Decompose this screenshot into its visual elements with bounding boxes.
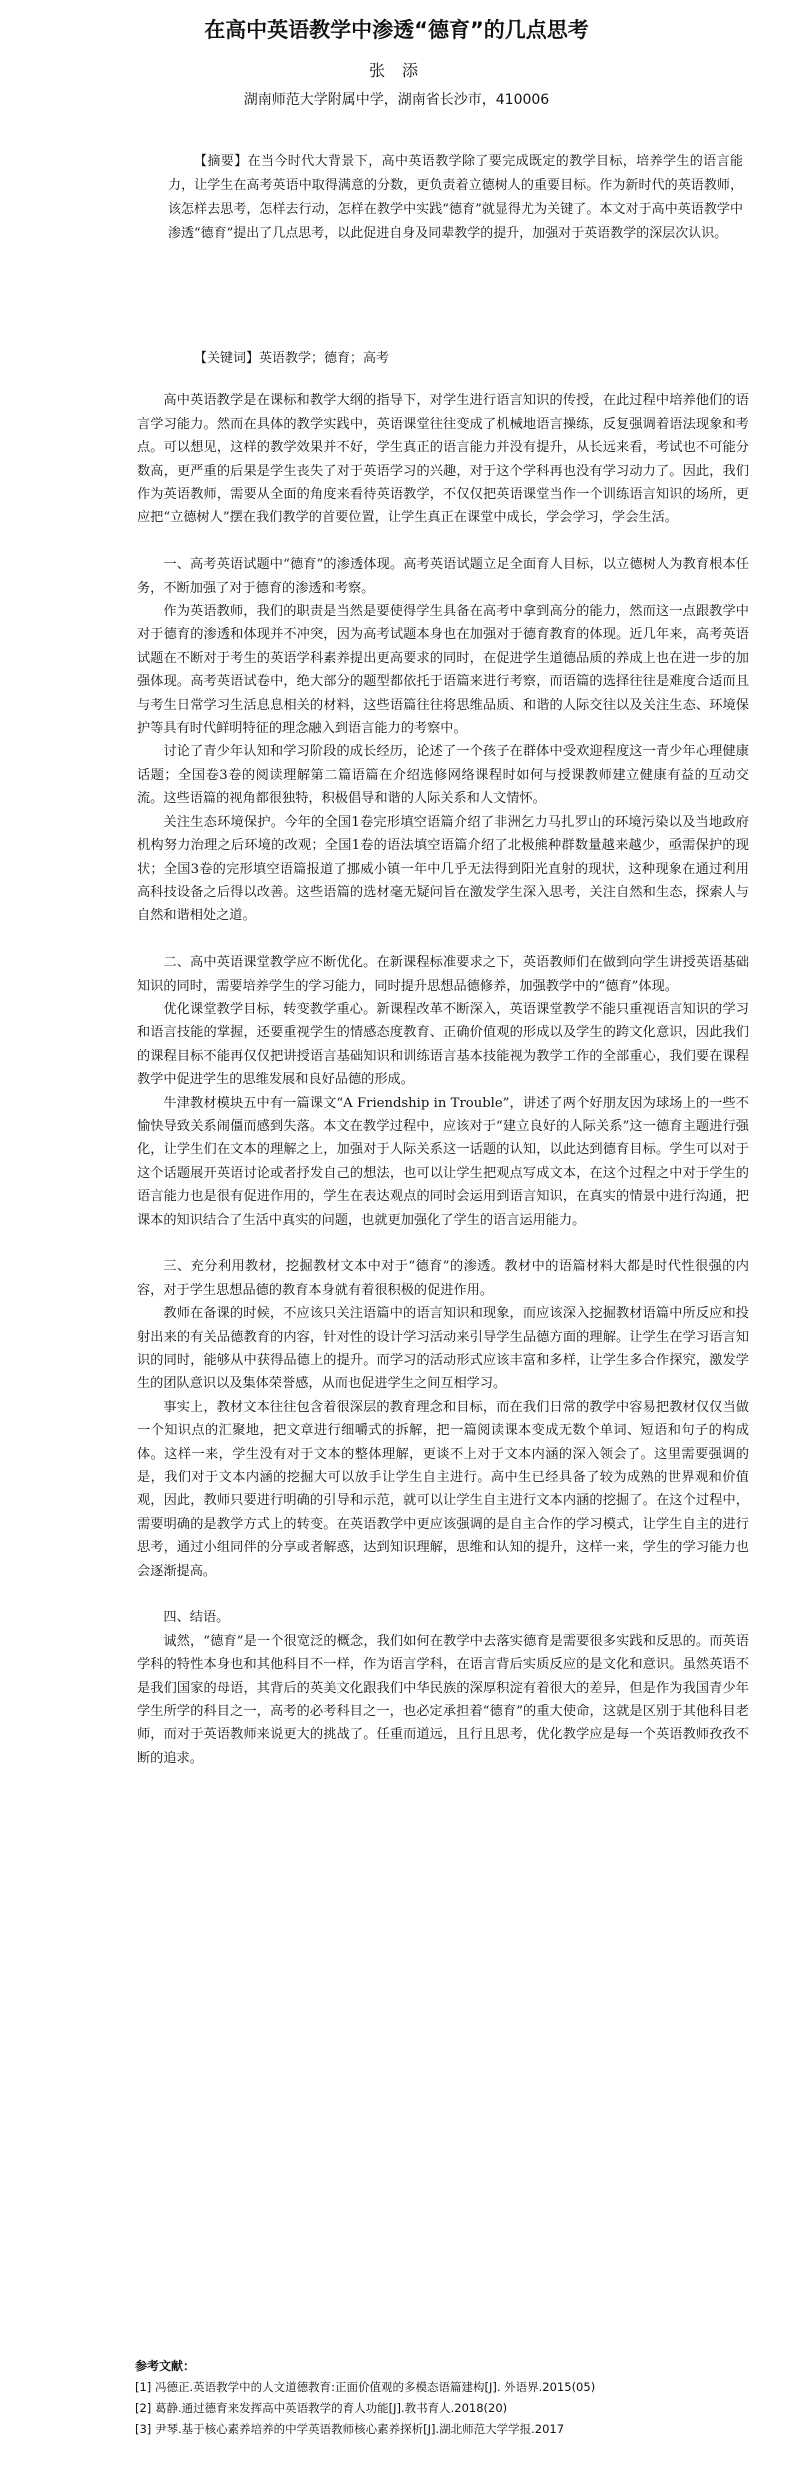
body-paragraph: 作为英语教师，我们的职责是当然是要使得学生具备在高考中拿到高分的能力，然而这一点跟教学中对于德育的渗透和体现并不冲突，因为高考试题本身也在加强对于德育教育的体现。近几年来，高考英语试题在不断对于考生的英语学科素养提出更高要求的同时，在促进学生道德品质的养成上也在进一步的加强体现。高考英语试卷中，绝大部分的题型都依托于语篇来进行考察，而语篇的选择往往是难度合适而且与考生日常学习生活息息相关的材料，这些语篇往往将思维品质、和谐的人际交往以及关注生态、环境保护等具有时代鲜明特征的理念融入到语言能力的考察中。: [137, 604, 749, 737]
article-body: [137, 366, 749, 1770]
author-affiliation: 湖南师范大学附属中学，湖南省长沙市，410006: [243, 92, 550, 108]
keywords-label: 【关键词】: [194, 351, 260, 366]
references-section: [135, 2356, 750, 2440]
section-three-heading-paragraph: 三、充分利用教材，挖掘教材文本中对于“德育”的渗透。教材中的语篇材料大都是时代性很强的内容，对于学生思想品德的教育本身就有着很积极的促进作用。: [137, 1259, 749, 1298]
body-paragraph: 讨论了青少年认知和学习阶段的成长经历，论述了一个孩子在群体中受欢迎程度这一青少年心理健康话题；全国卷3卷的阅读理解第二篇语篇在介绍选修网络课程时如何与授课教师建立健康有益的互动交流。这些语篇的视角都很独特，积极倡导和谐的人际关系和人文情怀。: [137, 744, 749, 807]
section-two-heading-paragraph: 二、高中英语课堂教学应不断优化。在新课程标准要求之下，英语教师们在做到向学生讲授英语基础知识的同时，需要培养学生的学习能力，同时提升思想品德修养，加强教学中的“德育”体现。: [137, 955, 749, 994]
body-paragraph: 事实上，教材文本往往包含着很深层的教育理念和目标，而在我们日常的教学中容易把教材仅仅当做一个知识点的汇聚地，把文章进行细嚼式的拆解，把一篇阅读课本变成无数个单词、短语和句子的构成体。这样一来，学生没有对于文本的整体理解，更谈不上对于文本内涵的深入领会了。这里需要强调的是，我们对于文本内涵的挖掘大可以放手让学生自主进行。高中生已经具备了较为成熟的世界观和价值观，因此，教师只要进行明确的引导和示范，就可以让学生自主进行文本内涵的挖掘了。在这个过程中，需要明确的是教学方式上的转变。在英语教学中更应该强调的是自主合作的学习模式，让学生自主的进行思考，通过小组同伴的分享或者解惑，达到知识理解，思维和认知的提升，这样一来，学生的学习能力也会逐渐提高。: [137, 1399, 749, 1579]
section-four-heading: 四、结语。: [163, 1610, 230, 1626]
keywords-text: 英语教学；德育；高考: [259, 351, 390, 366]
abstract-text: 在当今时代大背景下，高中英语教学除了要完成既定的教学目标，培养学生的语言能力，让学生在高考英语中取得满意的分数，更负责着立德树人的重要目标。作为新时代的英语教师，该怎样去思考，怎样去行动，怎样在教学中实践“德育”就显得尤为关键了。本文对于高中英语教学中渗透“德育”提出了几点思考，以此促进自身及同辈教学的提升，加强对于英语教学的深层次认识。: [168, 154, 743, 241]
abstract-section: [168, 150, 743, 246]
section-one-heading-paragraph: 一、高考英语试题中“德育”的渗透体现。高考英语试题立足全面育人目标，以立德树人为教育根本任务，不断加强了对于德育的渗透和考察。: [137, 557, 749, 596]
intro-paragraph: 高中英语教学是在课标和教学大纲的指导下，对学生进行语言知识的传授，在此过程中培养他们的语言学习能力。然而在具体的教学实践中，英语课堂往往变成了机械地语言操练，反复强调着语法现象和考点。可以想见，这样的教学效果并不好，学生真正的语言能力并没有提升，从长远来看，考试也不可能分数高，更严重的后果是学生丧失了对于英语学习的兴趣，对于这个学科再也没有学习动力了。因此，我们作为英语教师，需要从全面的角度来看待英语教学，不仅仅把英语课堂当作一个训练语言知识的场所，更应把“立德树人”摆在我们教学的首要位置，让学生真正在课堂中成长，学会学习，学会生活。: [137, 393, 749, 526]
body-paragraph: 教师在备课的时候，不应该只关注语篇中的语言知识和现象，而应该深入挖掘教材语篇中所反应和投射出来的有关品德教育的内容，针对性的设计学习活动来引导学生品德方面的理解。让学生在学习语言知识的同时，能够从中获得品德上的提升。而学习的活动形式应该丰富和多样，让学生多合作探究，激发学生的团队意识以及集体荣誉感，从而也促进学生之间互相学习。: [137, 1306, 749, 1392]
article-title: 在高中英语教学中渗透“德育”的几点思考: [204, 18, 589, 42]
body-paragraph: 牛津教材模块五中有一篇课文“A Friendship in Trouble”，讲述了两个好朋友因为球场上的一些不愉快导致关系闹僵而感到失落。本文在教学过程中，应该对于“建立良好的人际关系”这一德育主题进行强化，让学生们在文本的理解之上，加强对于人际关系这一话题的认知，以此达到德育目标。学生可以对于这个话题展开英语讨论或者抒发自己的想法，也可以让学生把观点写成文本，在这个过程之中对于学生的语言能力也是很有促进作用的，学生在表达观点的同时会运用到语言知识，在真实的情景中进行沟通，把课本的知识结合了生活中真实的问题，也就更加强化了学生的语言运用能力。: [137, 1095, 749, 1228]
references-title: 参考文献：: [135, 2359, 196, 2373]
abstract-label: 【摘要】: [194, 154, 248, 169]
body-paragraph: 关注生态环境保护。今年的全国1卷完形填空语篇介绍了非洲乞力马扎罗山的环境污染以及当地政府机构努力治理之后环境的改观；全国1卷的语法填空语篇介绍了北极熊种群数量越来越少，亟需保护的现状；全国3卷的完形填空语篇报道了挪威小镇一年中几乎无法得到阳光直射的现状，这种现象在通过利用高科技设备之后得以改善。这些语篇的选材毫无疑问旨在激发学生深入思考，关注自然和生态，探索人与自然和谐相处之道。: [137, 814, 749, 924]
reference-item: [1] 冯德正.英语教学中的人文道德教育:正面价值观的多模态语篇建构[J]. 外语界.2015(05): [135, 2380, 596, 2394]
reference-item: [2] 葛静.通过德育来发挥高中英语教学的育人功能[J].教书育人.2018(20): [135, 2401, 508, 2415]
reference-item: [3] 尹琴.基于核心素养培养的中学英语教师核心素养探析[J].湖北师范大学学报.2017: [135, 2422, 565, 2436]
body-paragraph: 优化课堂教学目标，转变教学重心。新课程改革不断深入，英语课堂教学不能只重视语言知识的学习和语言技能的掌握，还要重视学生的情感态度教育、正确价值观的形成以及学生的跨文化意识，因此我们的课程目标不能再仅仅把讲授语言基础知识和训练语言基本技能视为教学工作的全部重心，我们要在课程教学中促进学生的思维发展和良好品德的形成。: [137, 1001, 749, 1088]
author-name: 张 添: [368, 61, 425, 80]
conclusion-paragraph: 诚然，“德育”是一个很宽泛的概念，我们如何在教学中去落实德育是需要很多实践和反思的。而英语学科的特性本身也和其他科目不一样，作为语言学科，在语言背后实质反应的是文化和意识。虽然英语不是我们国家的母语，其背后的英美文化跟我们中华民族的深厚积淀有着很大的差异，但是作为我国青少年学生所学的科目之一，高考的必考科目之一，也必定承担着“德育”的重大使命，这就是区别于其他科目老师，而对于英语教师来说更大的挑战了。任重而道远，且行且思考，优化教学应是每一个英语教师孜孜不断的追求。: [137, 1633, 749, 1766]
